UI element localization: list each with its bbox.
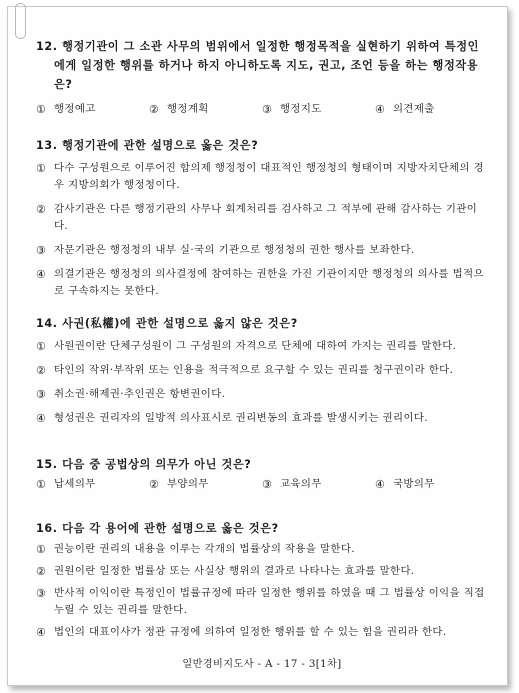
option-2: ② 감사기관은 다른 행정기관의 사무나 회계처리를 검사하고 그 적부에 관해 감사하는 기관이다. <box>36 203 478 232</box>
option-1: ① 권능이란 권리의 내용을 이루는 각개의 법률상의 작용을 말한다. <box>36 543 355 556</box>
option-4: ④ 의견제출 <box>375 103 435 116</box>
question-title: 12. 행정기관이 그 소관 사무의 범위에서 일정한 행정목적을 실현하기 위하여 특정인에게 일정한 행위를 하거나 하지 아니하도록 지도, 권고, 조언 등을 하는 행정작용은? <box>36 40 480 91</box>
question-title: 16. 다음 각 용어에 관한 설명으로 옳은 것은? <box>36 522 279 535</box>
question-16 <box>36 519 488 646</box>
question-14 <box>36 314 488 434</box>
option-2: ② 부양의무 <box>149 478 209 491</box>
option-3: ③ 취소권·해제권·추인권은 항변권이다. <box>36 388 226 401</box>
question-15 <box>36 455 488 493</box>
paper-clip-icon <box>15 3 26 39</box>
option-2: ② 권원이란 일정한 법률상 또는 사실상 행위의 결과로 나타나는 효과를 말한다. <box>36 565 415 578</box>
option-1: ① 행정예고 <box>36 103 96 116</box>
exam-page <box>7 6 508 686</box>
option-2: ② 타인의 작위·부작위 또는 인용을 적극적으로 요구할 수 있는 권리를 청구권이라 한다. <box>36 364 454 377</box>
option-1: ① 납세의무 <box>36 478 96 491</box>
option-2: ② 행정계획 <box>149 103 209 116</box>
option-4: ④ 형성권은 권리자의 일방적 의사표시로 권리변동의 효과를 발생시키는 권리이다. <box>36 412 429 425</box>
option-3: ③ 행정지도 <box>262 103 322 116</box>
question-13 <box>36 136 488 307</box>
option-row <box>36 476 488 493</box>
option-4: ④ 법인의 대표이사가 정관 규정에 의하여 일정한 행위를 할 수 있는 힘을 권리라 한다. <box>36 626 447 639</box>
question-12 <box>36 37 488 118</box>
question-title: 14. 사권(私權)에 관한 설명으로 옳지 않은 것은? <box>36 317 298 330</box>
option-1: ① 다수 구성원으로 이루어진 합의제 행정청이 대표적인 행정청의 형태이며 지방자치단체의 경우 지방의회가 행정청이다. <box>36 162 484 191</box>
option-1: ① 사원권이란 단체구성원이 그 구성원의 자격으로 단체에 대하여 가지는 권리를 말한다. <box>36 340 457 353</box>
question-title: 13. 행정기관에 관한 설명으로 옳은 것은? <box>36 139 259 152</box>
page-footer: 일반경비지도사 - A - 17 - 3[1차] <box>182 659 342 670</box>
option-3: ③ 교육의무 <box>262 478 322 491</box>
option-row <box>36 101 488 118</box>
option-4: ④ 국방의무 <box>375 478 435 491</box>
option-3: ③ 반사적 이익이란 특정인이 법률규정에 따라 일정한 행위를 하였을 때 그 법률상 이익을 직접 누릴 수 있는 권리를 말한다. <box>36 587 485 616</box>
option-3: ③ 자문기관은 행정청의 내부 실·국의 기관으로 행정청의 권한 행사를 보좌한다. <box>36 244 415 257</box>
option-4: ④ 의결기관은 행정청의 의사결정에 참여하는 권한을 가진 기관이지만 행정청의 의사를 법적으로 구속하지는 못한다. <box>36 268 484 297</box>
question-title: 15. 다음 중 공법상의 의무가 아닌 것은? <box>36 458 252 471</box>
